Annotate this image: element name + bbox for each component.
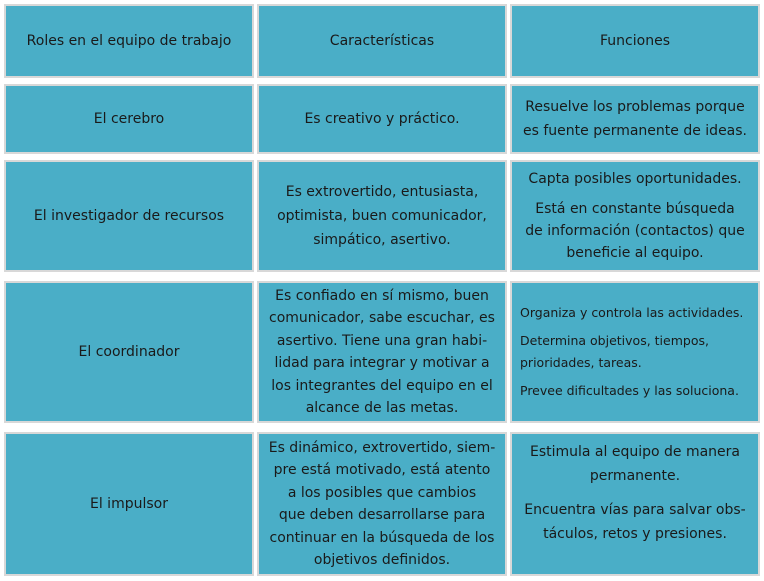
functions-cell [510, 432, 760, 576]
characteristics-cell [257, 281, 507, 423]
role-name: El investigador de recursos [33, 208, 225, 224]
functions-line: es fuente permanente de ideas. [523, 123, 747, 139]
table-row [4, 84, 760, 154]
characteristics-line: simpático, asertivo. [313, 232, 451, 248]
characteristics-cell [257, 432, 507, 576]
table-header-row [4, 4, 760, 78]
characteristics-line: Es confiado en sí mismo, buen [275, 287, 489, 304]
characteristics-line: lidad para integrar y motivar a [274, 355, 490, 371]
table-row [4, 160, 760, 272]
functions-line: de información (contactos) que [525, 223, 745, 239]
characteristics-line: pre está motivado, está atento [273, 462, 491, 478]
role-name: El impulsor [90, 496, 168, 512]
header-roles [4, 4, 254, 78]
characteristics-line: comunicador, sabe escuchar, es [269, 310, 495, 326]
table-row [4, 432, 760, 576]
functions-line: Está en constante búsqueda [535, 201, 735, 217]
functions-cell [510, 160, 760, 272]
functions-line: táculos, retos y presiones. [543, 526, 727, 542]
functions-line: prioridades, tareas. [520, 355, 642, 370]
header-functions [510, 4, 760, 78]
role-cell [4, 84, 254, 154]
functions-line: Encuentra vías para salvar obs- [524, 502, 746, 518]
header-characteristics [257, 4, 507, 78]
characteristics-line: que deben desarrollarse para [278, 507, 486, 523]
header-characteristics-label: Características [329, 33, 435, 49]
characteristics-line: a los posibles que cambios [287, 484, 477, 501]
functions-line: beneficie al equipo. [566, 245, 704, 261]
functions-line: Capta posibles oportunidades. [528, 171, 742, 187]
role-name: El coordinador [78, 344, 180, 360]
role-cell [4, 160, 254, 272]
characteristics-line: asertivo. Tiene una gran habi- [276, 332, 488, 349]
characteristics-line: optimista, buen comunicador, [277, 208, 487, 224]
characteristics-line: alcance de las metas. [305, 400, 459, 416]
functions-cell [510, 281, 760, 423]
functions-line: Resuelve los problemas porque [525, 99, 745, 115]
functions-line: Determina objetivos, tiempos, [520, 333, 709, 348]
characteristics-line: Es extrovertido, entusiasta, [285, 184, 479, 200]
functions-line: Organiza y controla las actividades. [520, 305, 744, 320]
role-name: El cerebro [93, 111, 165, 127]
functions-line: permanente. [589, 468, 681, 484]
characteristics-cell [257, 160, 507, 272]
characteristics-cell [257, 84, 507, 154]
header-functions-label: Funciones [600, 33, 670, 49]
characteristics-line: los integrantes del equipo en el [271, 377, 493, 394]
header-roles-label: Roles en el equipo de trabajo [26, 33, 232, 49]
characteristics-line: Es dinámico, extrovertido, siem- [268, 439, 496, 456]
functions-line: Prevee dificultades y las soluciona. [520, 383, 739, 398]
table-row [4, 281, 760, 423]
functions-cell [510, 84, 760, 154]
characteristics-line: objetivos definidos. [313, 552, 451, 568]
characteristics-line: Es creativo y práctico. [304, 111, 460, 127]
characteristics-line: continuar en la búsqueda de los [269, 529, 495, 546]
role-cell [4, 281, 254, 423]
functions-line: Estimula al equipo de manera [529, 444, 741, 460]
role-cell [4, 432, 254, 576]
